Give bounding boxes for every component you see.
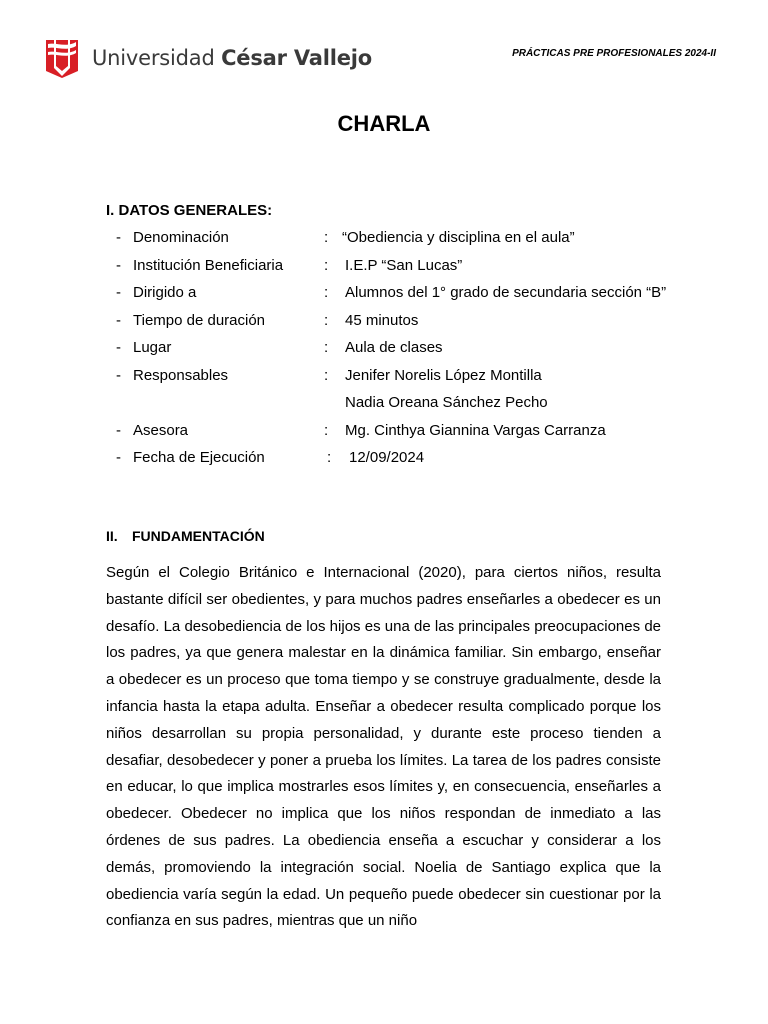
- separator-colon: :: [324, 311, 329, 329]
- ucv-shield-icon: [46, 38, 78, 78]
- separator-colon: :: [327, 449, 332, 466]
- bullet-dash: -: [116, 229, 121, 246]
- bullet-dash: -: [116, 256, 121, 274]
- data-label: Fecha de Ejecución: [133, 449, 265, 466]
- general-data-list: [106, 227, 686, 475]
- logo-text: Universidad César Vallejo: [92, 46, 373, 70]
- document-title: CHARLA: [337, 111, 431, 136]
- data-value: “Obediencia y disciplina en el aula”: [342, 229, 575, 246]
- data-label: Lugar: [133, 339, 172, 356]
- bullet-dash: -: [116, 449, 121, 466]
- data-label: Dirigido a: [133, 284, 197, 301]
- section-heading-datos-generales: I. DATOS GENERALES:: [106, 202, 273, 219]
- data-value: Jenifer Norelis López Montilla: [345, 366, 542, 384]
- separator-colon: :: [324, 256, 329, 274]
- data-value: Aula de clases: [345, 339, 443, 356]
- data-row: [106, 255, 686, 283]
- bullet-dash: -: [116, 339, 121, 356]
- section-title: FUNDAMENTACIÓN: [132, 528, 265, 544]
- data-label: Responsables: [133, 366, 229, 384]
- body-paragraph: Según el Colegio Británico e Internacional (2020), para ciertos niños, resulta bastante difícil ser obedientes, y para muchos padres enseñarles a obedecer es un desafío. La desobediencia de los hijos es una de las principales preocupaciones de los padres, ya que genera malestar en la dinámica familiar. Sin embargo, enseñar a obedecer es un proceso que toma tiempo y se construye gradualmente, desde la infancia hasta la etapa adulta. Enseñar a obedecer resulta complicado porque los niños desarrollan su propia personalidad, y durante este proceso tienden a desafiar, desobedecer y poner a prueba los límites. La tarea de los padres consiste en educar, lo que implica mostrarles esos límites y, en consecuencia, enseñarles a obedecer. Obedecer no implica que los niños respondan de inmediato a las órdenes de sus padres. La obediencia enseña a escuchar y considerar a los demás, promoviendo la integración social. Noelia de Santiago explica que la obediencia varía según la edad. Un pequeño puede obedecer sin cuestionar por la confianza en sus padres, mientras que un niño: [106, 564, 661, 930]
- data-value: I.E.P “San Lucas”: [345, 256, 463, 274]
- bullet-dash: -: [116, 366, 121, 384]
- data-label: Denominación: [133, 229, 229, 246]
- data-label: Institución Beneficiaria: [133, 256, 284, 274]
- data-value: Nadia Oreana Sánchez Pecho: [345, 394, 548, 411]
- separator-colon: :: [324, 421, 329, 439]
- data-row-continuation: [106, 392, 686, 420]
- data-label: Tiempo de duración: [133, 311, 266, 329]
- data-row: [106, 420, 686, 448]
- data-value: Alumnos del 1° grado de secundaria sección “B”: [345, 284, 667, 301]
- separator-colon: :: [324, 339, 329, 356]
- data-row: [106, 365, 686, 393]
- data-row: [106, 282, 686, 310]
- data-value: 12/09/2024: [349, 449, 425, 466]
- bullet-dash: -: [116, 421, 121, 439]
- data-row: [106, 337, 686, 365]
- bullet-dash: -: [116, 311, 121, 329]
- data-row: [106, 227, 686, 255]
- header-course-label: PRÁCTICAS PRE PROFESIONALES 2024-II: [512, 48, 716, 59]
- separator-colon: :: [324, 229, 329, 246]
- page-header: [46, 38, 726, 82]
- data-value: Mg. Cinthya Giannina Vargas Carranza: [345, 421, 606, 439]
- section-heading-fundamentacion: [106, 528, 265, 544]
- data-row: [106, 310, 686, 338]
- data-row: [106, 447, 686, 475]
- university-logo: [46, 38, 372, 78]
- separator-colon: :: [324, 284, 329, 301]
- bullet-dash: -: [116, 284, 121, 301]
- section-number: II.: [106, 528, 118, 544]
- separator-colon: :: [324, 366, 329, 384]
- data-label: Asesora: [133, 421, 189, 439]
- data-value: 45 minutos: [345, 311, 419, 329]
